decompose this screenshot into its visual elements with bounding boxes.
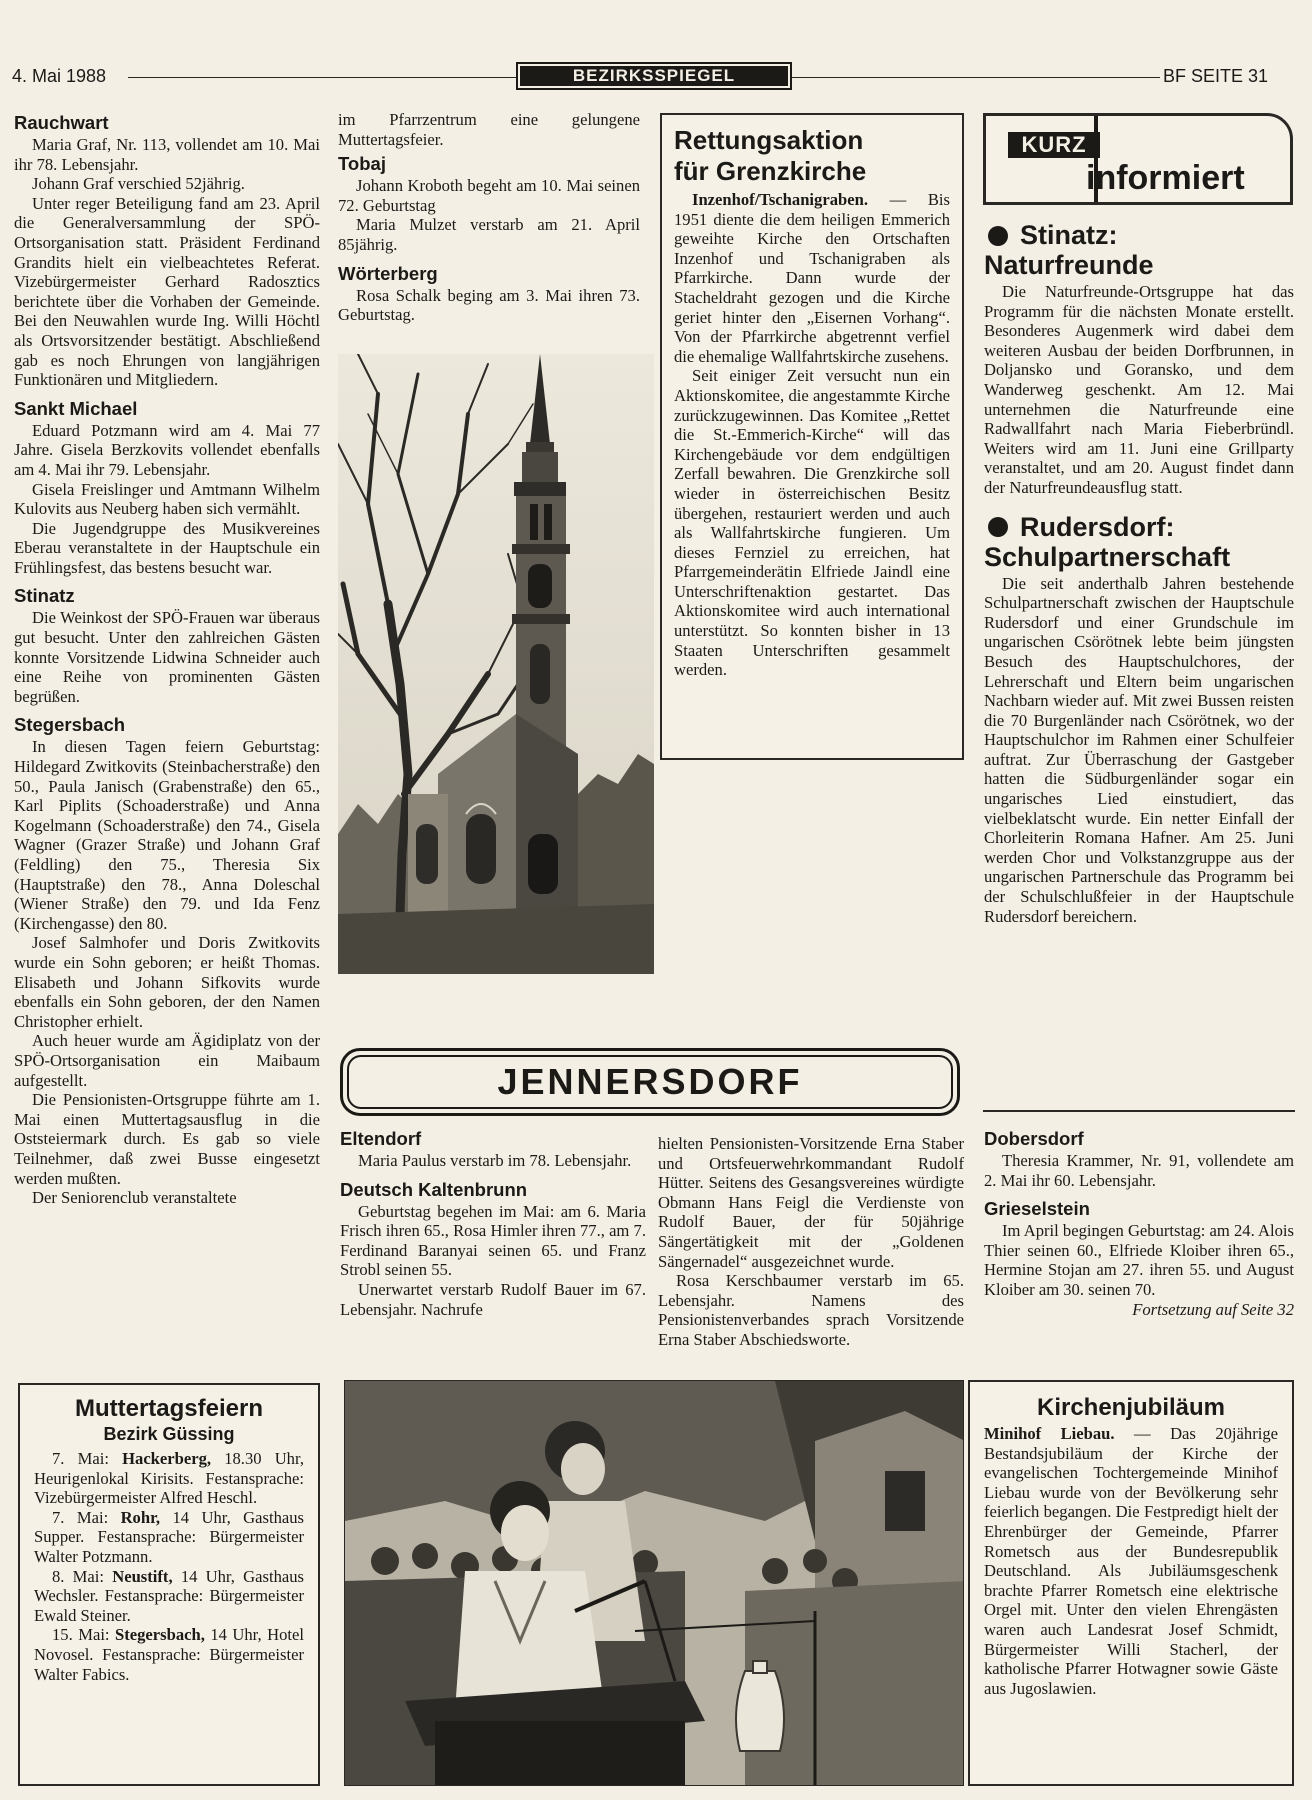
- page-number: BF SEITE 31: [1163, 66, 1269, 86]
- column-guessing-middle: [338, 110, 640, 325]
- col2-continuation: im Pfarrzentrum eine gelungene Muttertagsfeier.: [338, 110, 640, 149]
- jennersdorf-banner-outer: [340, 1048, 960, 1116]
- children-lectern-photo: [344, 1380, 964, 1786]
- rescue-article-box: [660, 113, 964, 760]
- rescue-body: [674, 190, 950, 680]
- kurz-informiert-box: [983, 113, 1293, 205]
- rudersdorf-headline: [984, 512, 1294, 572]
- kaltenbrunn-p2: Unerwartet verstarb Rudolf Bauer im 67. Lebensjahr. Nachrufe: [340, 1279, 646, 1319]
- rescue-dateline: Inzenhof/Tschanigraben.: [692, 190, 868, 209]
- church-illustration: [338, 354, 654, 974]
- stinatz-p1: Die Weinkost der SPÖ-Frauen war überaus gut besucht. Unter den zahlreichen Gästen konnte Vorsitzende Lidwina Schneider auch eine Reihe von prominenten Gästen begrüßen.: [14, 608, 320, 706]
- heading-rauchwart: Rauchwart: [14, 112, 109, 133]
- stinatz-headline: [984, 220, 1294, 280]
- stinatz-headline-line1: Stinatz:: [984, 220, 1294, 250]
- stinatz-headline-line2: Naturfreunde: [984, 250, 1154, 280]
- kirchenjubilaeum-text: Minihof Liebau. — Das 20jährige Bestandsjubiläum der Kirche der evangelischen Tochtergemeinde Minihof Liebau wurde von der Bevölkerung sehr feierlich begangen. Die Festpredigt hielt der Ehrenbürger der Gemeinde, Pfarrer Rometsch aus der Bundesrepublik Deutschland. Als Jubiläumsgeschenk brachte Pfarrer Rometsch eine elektrische Orgel mit. Unter den vielen Ehrengästen waren auch Landesrat Josef Schmidt, Bürgermeister Willi Stacherl, der katholische Pfarrer Hotwagner sowie Gäste aus Jugoslawien.: [984, 1424, 1278, 1698]
- rauchwart-p2: Johann Graf verschied 52jährig.: [32, 174, 245, 194]
- muttertag-item: 15. Mai: Stegersbach, 14 Uhr, Hotel Novosel. Festansprache: Bürgermeister Walter Fabics.: [34, 1625, 304, 1684]
- muttertag-item: 7. Mai: Rohr, 14 Uhr, Gasthaus Supper. Festansprache: Bürgermeister Walter Potzmann.: [34, 1507, 304, 1566]
- heading-eltendorf: Eltendorf: [340, 1128, 422, 1149]
- michael-p3: Die Jugendgruppe des Musikvereines Eberau veranstaltete in der Hauptschule ein Frühlingsfest, das bestens besucht war.: [14, 518, 320, 577]
- kurz-content: [984, 214, 1294, 926]
- michael-p2: Gisela Freislinger und Amtmann Wilhelm Kulovits aus Neuberg haben sich vermählt.: [14, 479, 320, 519]
- kirchenjubilaeum-body: [984, 1424, 1278, 1698]
- dobersdorf-p1: Theresia Krammer, Nr. 91, vollendete am 2. Mai ihr 60. Lebensjahr.: [984, 1151, 1294, 1190]
- kurz-bottom-rule: [983, 1110, 1295, 1112]
- rescue-p1: [674, 190, 950, 366]
- michael-p1: Eduard Potzmann wird am 4. Mai 77 Jahre. Gisela Berzkovits vollendet ebenfalls am 4. Mai ihr 79. Lebensjahr.: [14, 420, 320, 479]
- rudersdorf-headline-line1: Rudersdorf:: [984, 512, 1294, 542]
- column-guessing-left: [14, 112, 320, 1208]
- rudersdorf-text: Die seit anderthalb Jahren bestehende Schulpartnerschaft zwischen der Hauptschule Rudersdorf und einer Grundschule im ungarischen Csörötnek lebte beim jüngsten Besuch des Hauptschulchores, der Lehrerschaft und Eltern beim ungarischen Nachbarn wieder auf. Mit zwei Bussen reisten die 70 Burgenländer nach Csörötnek, wo der Hauptschulchor im Rahmen einer Schulfeier auftrat. Zur Überraschung der Gastgeber hatten die Südburgenländer sogar ein ungarisches Lied einstudiert, das vielbeklatscht wurde. Ein netter Einfall der Chorleiterin Romana Hafner. Am 25. Juni werden Chor und Volkstanzgruppe aus der ungarischen Partnerschule das Programm bei der Schulschlußfeier in der Hauptschule Rudersdorf bereichern.: [984, 573, 1294, 926]
- jennersdorf-banner-inner: [347, 1055, 953, 1109]
- muttertag-box: [18, 1383, 320, 1786]
- eltendorf-p1: Maria Paulus verstarb im 78. Lebensjahr.: [358, 1151, 632, 1170]
- kaltenbrunn-p1: Geburtstag begehen im Mai: am 6. Maria Frisch ihren 65., Rosa Himler ihren 77., am 7. Ferdinand Baranyai seinen 65. und Franz Strobl seinen 55.: [340, 1201, 646, 1280]
- jennersdorf-column-a: [340, 1128, 646, 1319]
- rescue-title-line1: Rettungsaktion: [674, 125, 864, 155]
- jennersdorf-column-c: [984, 1128, 1294, 1319]
- grieselstein-p1: Im April begingen Geburtstag: am 24. Alois Thier seinen 60., Elfriede Kloiber ihren 65., Hermine Stojan am 27. ihren 55. und August Kloiber am 30. seinen 70.: [984, 1221, 1294, 1299]
- kirchenjubilaeum-title: Kirchenjubiläum: [1036, 1394, 1226, 1421]
- heading-tobaj: Tobaj: [338, 153, 386, 175]
- jennersdorf-title: JENNERSDORF: [497, 1061, 803, 1102]
- rescue-p1-text: — Bis 1951 diente die dem heiligen Emmerich geweihte Kirche den Ortschaften Inzenhof und Tschanigraben als Pfarrkirche. Dann wurde der Stacheldraht gezogen und die Kirche geriet hinter den „Eisernen Vorhang“. Von der Pfarrkirche abgetrennt verfiel die ehemalige Wallfahrtskirche zusehens.: [674, 190, 950, 366]
- heading-dobersdorf: Dobersdorf: [984, 1128, 1084, 1149]
- heading-stinatz: Stinatz: [14, 585, 75, 607]
- stegersbach-p3: Auch heuer wurde am Ägidiplatz von der SPÖ-Ortsorganisation ein Maibaum aufgestellt.: [14, 1031, 320, 1090]
- heading-deutsch-kaltenbrunn: Deutsch Kaltenbrunn: [340, 1178, 528, 1200]
- jennersdorf-b-p1: hielten Pensionisten-Vorsitzende Erna Staber und Ortsfeuerwehrkommandant Rudolf Hütter. Seitens des Gesangsvereines würdigte Obmann Hans Feigl die Verdienste von Rudolf Bauer, der für 50jährige Sängertätigkeit mit der „Goldenen Sängernadel“ ausgezeichnet wurde.: [658, 1134, 964, 1271]
- rescue-title-line2: für Grenzkirche: [674, 156, 867, 186]
- bullet-icon: [988, 517, 1008, 537]
- stegersbach-p4: Die Pensionisten-Ortsgruppe führte am 1. Mai einen Muttertagsausflug in die Oststeiermark durch. Es gab so viele Teilnehmer, daß zwei Busse eingesetzt werden mußten.: [14, 1090, 320, 1188]
- tobaj-p1: Johann Kroboth begeht am 10. Mai seinen 72. Geburtstag: [338, 176, 640, 215]
- header-rule-right: [792, 77, 1160, 78]
- woerterberg-p1: Rosa Schalk beging am 3. Mai ihren 73. Geburtstag.: [338, 285, 640, 325]
- heading-grieselstein: Grieselstein: [984, 1198, 1090, 1220]
- jennersdorf-column-b: [658, 1134, 964, 1350]
- stinatz-naturfreunde-text: Die Naturfreunde-Ortsgruppe hat das Programm für die nächsten Monate erstellt. Besonderes Augenmerk wird dabei dem weiteren Ausbau der beiden Dorfbrunnen, in Doljansko und Goransko, und dem Wanderweg geschenkt. Am 12. Mai unternehmen die Naturfreunde eine Radwallfahrt nach Maria Fieberbründl. Weiters wird am 11. Juni eine Grillparty veranstaltet, und am 20. August findet dann der Naturfreundeausflug statt.: [984, 282, 1294, 497]
- section-title: BEZIRKSSPIEGEL: [520, 66, 788, 86]
- kurz-tag: KURZ: [1008, 132, 1100, 158]
- rudersdorf-headline-line2: Schulpartnerschaft: [984, 541, 1231, 572]
- rauchwart-p3: Unter reger Beteiligung fand am 23. April die Generalversammlung der SPÖ-Ortsorganisation statt. Präsident Ferdinand Grandits hielt ein vielbeachtetes Referat. Vizebürgermeister Gerhard Radosztics berichtete über die Vorhaben der Gemeinde. Bei den Neuwahlen wurde Ing. Willi Höchtl als Ortsvorsitzender bestätigt. Abschließend gab es noch Ehrungen von langjährigen Funktionären und Mitgliedern.: [14, 193, 320, 390]
- muttertag-title: Muttertagsfeiern: [74, 1395, 264, 1422]
- kirchenjubilaeum-dateline: Minihof Liebau.: [984, 1424, 1115, 1443]
- header-rule-left: [128, 77, 516, 78]
- muttertag-subtitle: Bezirk Güssing: [103, 1424, 235, 1444]
- heading-sankt-michael: Sankt Michael: [14, 397, 138, 419]
- stegersbach-p2: Josef Salmhofer und Doris Zwitkovits wurde ein Sohn geboren; er heißt Thomas. Elisabeth und Johann Sifkovits wurde ebenfalls ein Sohn geboren, der den Namen Christopher erhielt.: [14, 933, 320, 1031]
- bullet-icon: [988, 226, 1008, 246]
- jennersdorf-b-p2: Rosa Kerschbaumer verstarb im 65. Lebensjahr. Namens des Pensionistenverbandes sprach Vorsitzende Erna Staber Abschiedsworte.: [658, 1271, 964, 1349]
- rauchwart-p1: Maria Graf, Nr. 113, vollendet am 10. Mai ihr 78. Lebensjahr.: [14, 135, 320, 174]
- rescue-p2: Seit einiger Zeit versucht nun ein Aktionskomitee, die angestammte Kirche zurückzugewinnen. Das Komitee „Rettet die St.-Emmerich-Kirche“ will das Kirchengebäude vor dem endgültigen Zerfall bewahren. Die Grenzkirche soll wieder in österreichischen Besitz übergehen, restauriert werden und auch als Wallfahrtskirche fungieren. Um dieses Fernziel zu erreichen, hat Pfarrgemeinderätin Elfriede Jaindl eine Unterschriftenaktion gestartet. Das Aktionskomitee wird auch international unterstützt. So konnten bisher in 13 Staaten Unterschriften gesammelt werden.: [674, 366, 950, 680]
- church-photo: [338, 354, 654, 974]
- issue-date: 4. Mai 1988: [12, 66, 107, 86]
- stegersbach-p5: Der Seniorenclub veranstaltete: [32, 1188, 237, 1208]
- heading-woerterberg: Wörterberg: [338, 262, 438, 284]
- section-banner: [516, 62, 792, 90]
- tobaj-p2: Maria Mulzet verstarb am 21. April 85jährig.: [338, 215, 640, 254]
- stegersbach-p1: In diesen Tagen feiern Geburtstag: Hildegard Zwitkovits (Steinbacherstraße) den 50., Paula Janisch (Grabenstraße) den 65., Karl Piplits (Schoaderstraße) und Anna Kogelmann (Schoaderstraße) den 74., Gisela Wagner (Grazer Straße) und Johann Graf (Feldling) den 75., Theresia Six (Hauptstraße) den 78., Anna Doleschal (Wiener Straße) den 79. und Ida Fenz (Kirchengasse) den 80.: [14, 737, 320, 933]
- heading-stegersbach: Stegersbach: [14, 714, 126, 736]
- continued-note: Fortsetzung auf Seite 32: [1132, 1299, 1294, 1319]
- kurz-title: informiert: [1086, 159, 1245, 197]
- muttertag-item: 8. Mai: Neustift, 14 Uhr, Gasthaus Wechsler. Festansprache: Bürgermeister Ewald Steiner.: [34, 1566, 304, 1625]
- muttertag-list: [34, 1449, 304, 1684]
- kirchenjubilaeum-box: [968, 1380, 1294, 1786]
- children-lectern-illustration: [345, 1381, 964, 1786]
- muttertag-item: 7. Mai: Hackerberg, 18.30 Uhr, Heurigenlokal Kirisits. Festansprache: Vizebürgermeister Alfred Heschl.: [34, 1449, 304, 1508]
